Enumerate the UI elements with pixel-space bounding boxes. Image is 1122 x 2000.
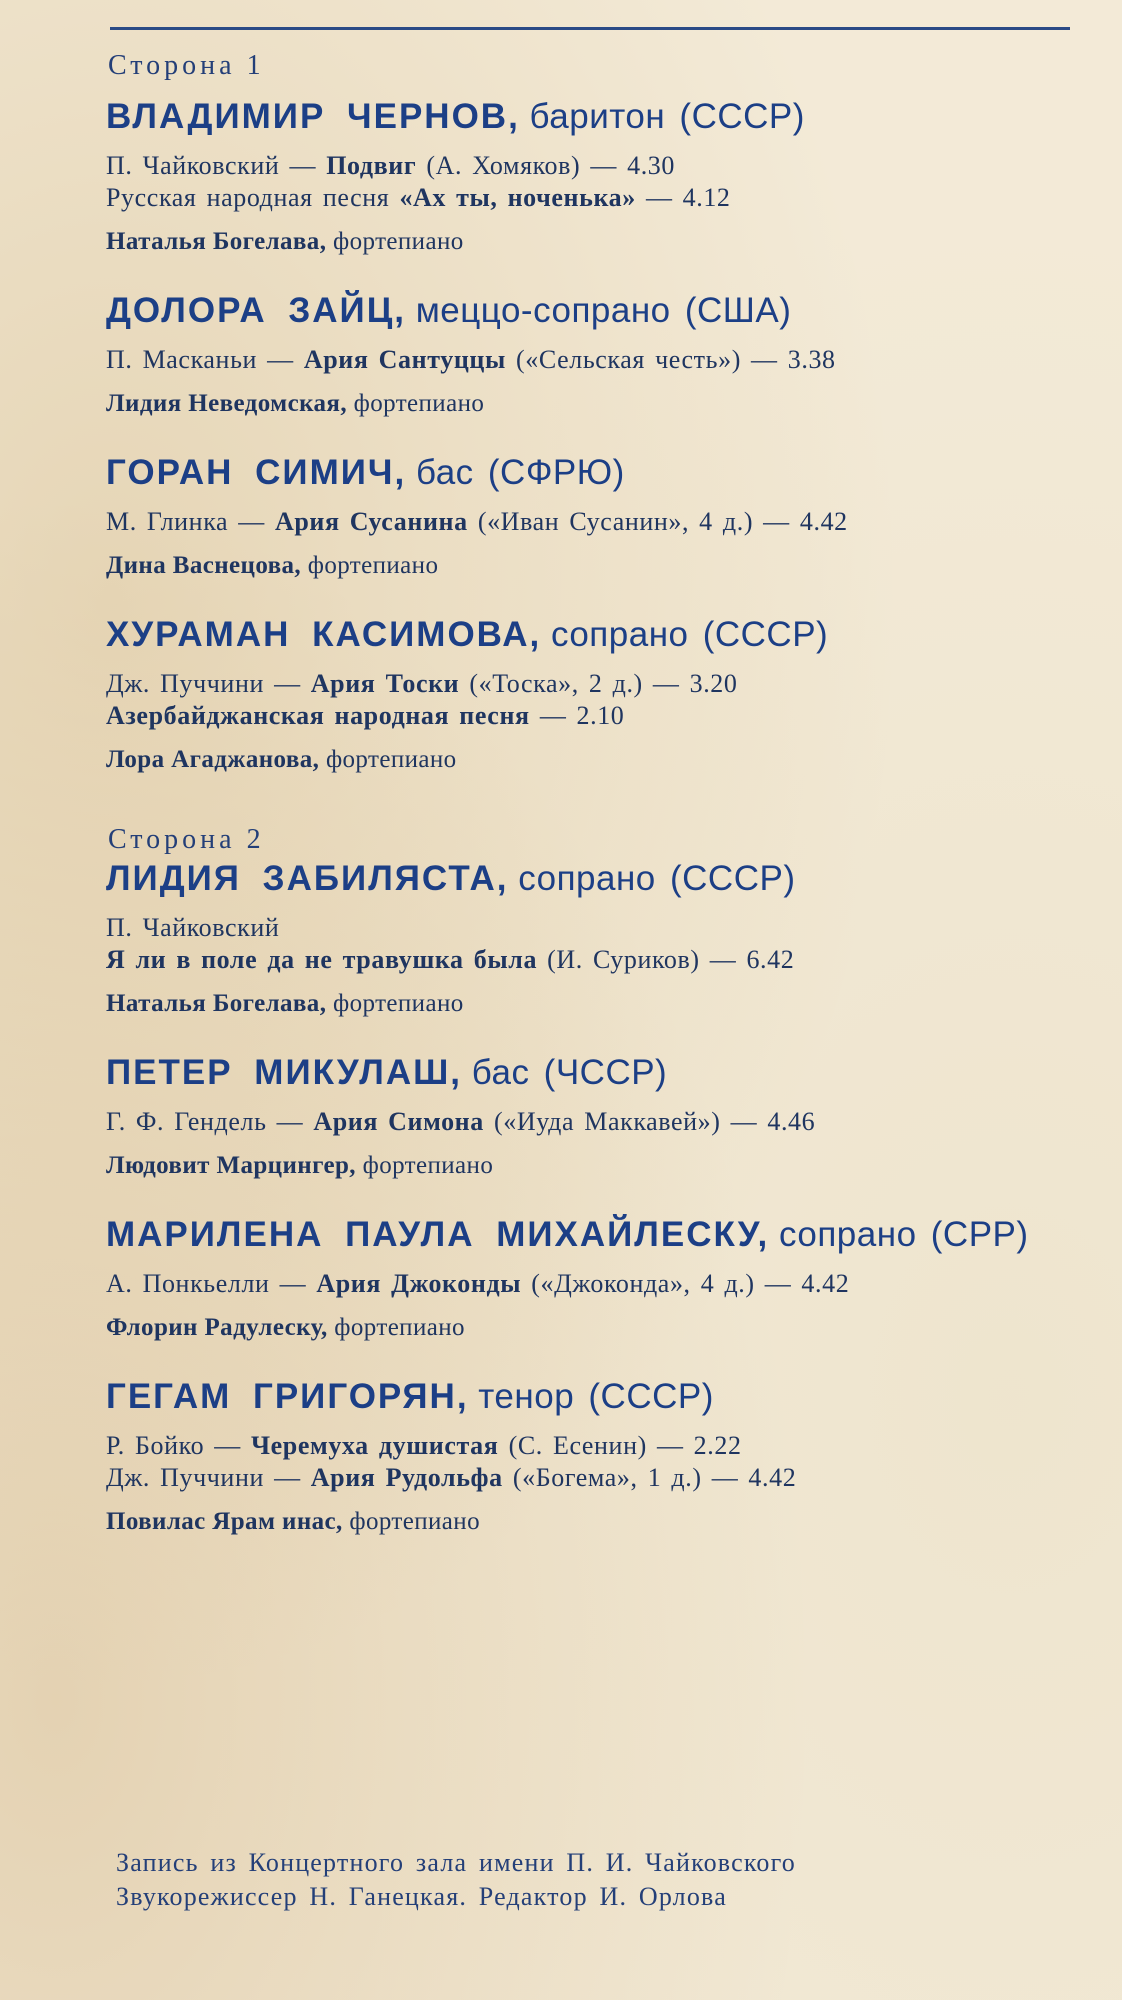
composer: П. Чайковский (106, 913, 280, 942)
composer: П. Масканьи — (106, 345, 294, 374)
performer-heading (106, 450, 1066, 496)
performer-block (106, 288, 1066, 420)
performer-voice: бас (СФРЮ) (415, 453, 625, 492)
performer-block (106, 450, 1066, 582)
work-detail: («Джоконда», 4 д.) — 4.42 (531, 1269, 850, 1298)
performer-block (106, 1374, 1066, 1538)
work-title: Ария Рудольфа (310, 1463, 503, 1492)
accompanist-name: Лора Агаджанова, (106, 746, 320, 773)
performer-name: ДОЛОРА ЗАЙЦ, (106, 291, 406, 330)
performer-name: ГОРАН СИМИЧ, (106, 453, 407, 492)
work-line (106, 944, 1066, 976)
performer-block (106, 1212, 1066, 1344)
credits-footer (116, 1846, 796, 1914)
side-2-heading: Сторона 2 (108, 824, 265, 855)
work-detail: («Богема», 1 д.) — 4.42 (512, 1463, 797, 1492)
performer-block (106, 1050, 1066, 1182)
work-detail: («Сельская честь») — 3.38 (516, 345, 836, 374)
accompanist (106, 744, 1066, 776)
performer-voice: баритон (СССР) (529, 97, 805, 136)
work-line (106, 344, 1066, 376)
composer: Г. Ф. Гендель — (106, 1107, 304, 1136)
work-line (106, 506, 1066, 538)
accompanist-instrument: фортепиано (333, 990, 464, 1017)
performer-name: ВЛАДИМИР ЧЕРНОВ, (106, 97, 520, 136)
performer-voice: сопрано (СССР) (550, 615, 829, 654)
work-detail: («Иван Сусанин», 4 д.) — 4.42 (477, 507, 848, 536)
performer-name: МАРИЛЕНА ПАУЛА МИХАЙЛЕСКУ, (106, 1215, 770, 1254)
accompanist-instrument: фортепиано (362, 1152, 494, 1179)
side-1-heading: Сторона 1 (108, 50, 265, 81)
performer-name: ХУРАМАН КАСИМОВА, (106, 615, 542, 654)
work-line (106, 1106, 1066, 1138)
accompanist-instrument: фортепиано (334, 1314, 465, 1341)
performer-block (106, 612, 1066, 776)
accompanist (106, 1150, 1066, 1182)
accompanist-name: Людовит Марцингер, (106, 1152, 356, 1179)
work-line (106, 668, 1066, 700)
work-title: Ария Симона (313, 1107, 484, 1136)
accompanist-name: Наталья Богелава, (106, 228, 327, 255)
accompanist (106, 1506, 1066, 1538)
performer-name: ПЕТЕР МИКУЛАШ, (106, 1053, 463, 1092)
work-detail: (И. Суриков) — 6.42 (547, 945, 795, 974)
track-listing (106, 50, 1066, 1568)
composer: П. Чайковский — (106, 151, 317, 180)
performer-heading (106, 856, 1066, 902)
performer-voice: сопрано (СРР) (779, 1215, 1029, 1254)
composer: Р. Бойко — (106, 1431, 241, 1460)
accompanist-name: Флорин Радулеску, (106, 1314, 328, 1341)
work-title: Ария Сусанина (275, 507, 468, 536)
accompanist-name: Повилас Ярам инас, (106, 1508, 343, 1535)
composer: М. Глинка — (106, 507, 265, 536)
accompanist (106, 550, 1066, 582)
accompanist-instrument: фортепиано (349, 1508, 480, 1535)
accompanist (106, 388, 1066, 420)
performer-heading (106, 1374, 1066, 1420)
accompanist-name: Наталья Богелава, (106, 990, 327, 1017)
recording-venue: Запись из Концертного зала имени П. И. Чайковского (116, 1848, 796, 1877)
composer: А. Понкьелли — (106, 1269, 307, 1298)
accompanist (106, 988, 1066, 1020)
work-detail: («Тоска», 2 д.) — 3.20 (469, 669, 738, 698)
performer-name: ГЕГАМ ГРИГОРЯН, (106, 1377, 469, 1416)
performer-voice: тенор (СССР) (478, 1377, 714, 1416)
work-line (106, 912, 1066, 944)
work-line (106, 182, 1066, 214)
work-title: Ария Сантуццы (303, 345, 506, 374)
work-detail: (С. Есенин) — 2.22 (508, 1431, 742, 1460)
accompanist-instrument: фортепиано (353, 390, 485, 417)
performer-voice: меццо-сопрано (США) (415, 291, 792, 330)
side-1-blocks (106, 94, 1066, 776)
composer: Дж. Пуччини — (106, 1463, 301, 1492)
work-line (106, 1430, 1066, 1462)
work-title: Черемуха душистая (250, 1431, 499, 1460)
performer-heading (106, 1212, 1066, 1258)
top-rule (110, 27, 1070, 30)
performer-heading (106, 612, 1066, 658)
accompanist-instrument: фортепиано (325, 746, 457, 773)
performer-voice: бас (ЧССР) (471, 1053, 668, 1092)
performer-block (106, 856, 1066, 1020)
work-title: Азербайджанская народная песня (106, 701, 530, 730)
composer: Дж. Пуччини — (106, 669, 301, 698)
performer-voice: сопрано (СССР) (518, 859, 796, 898)
work-detail: — 4.12 (645, 183, 731, 212)
accompanist-instrument: фортепиано (333, 228, 464, 255)
work-line (106, 1268, 1066, 1300)
performer-heading (106, 94, 1066, 140)
work-line (106, 1462, 1066, 1494)
engineer-editor: Звукорежиссер Н. Ганецкая. Редактор И. Орлова (116, 1882, 727, 1911)
accompanist (106, 226, 1066, 258)
work-line (106, 150, 1066, 182)
work-detail: (А. Хомяков) — 4.30 (426, 151, 675, 180)
work-line (106, 700, 1066, 732)
work-title: «Ах ты, ноченька» (399, 183, 636, 212)
accompanist-name: Лидия Неведомская, (106, 390, 347, 417)
work-detail: («Иуда Маккавей») — 4.46 (493, 1107, 816, 1136)
work-title: Ария Джоконды (316, 1269, 522, 1298)
performer-heading (106, 288, 1066, 334)
accompanist-instrument: фортепиано (307, 552, 439, 579)
accompanist-name: Дина Васнецова, (106, 552, 302, 579)
accompanist (106, 1312, 1066, 1344)
performer-name: ЛИДИЯ ЗАБИЛЯСТА, (106, 859, 509, 898)
performer-heading (106, 1050, 1066, 1096)
composer: Русская народная песня (106, 183, 390, 212)
work-title: Подвиг (326, 151, 417, 180)
work-detail: — 2.10 (539, 701, 625, 730)
work-title: Ария Тоски (310, 669, 460, 698)
work-title: Я ли в поле да не травушка была (106, 945, 538, 974)
side-2-blocks (106, 856, 1066, 1538)
performer-block (106, 94, 1066, 258)
